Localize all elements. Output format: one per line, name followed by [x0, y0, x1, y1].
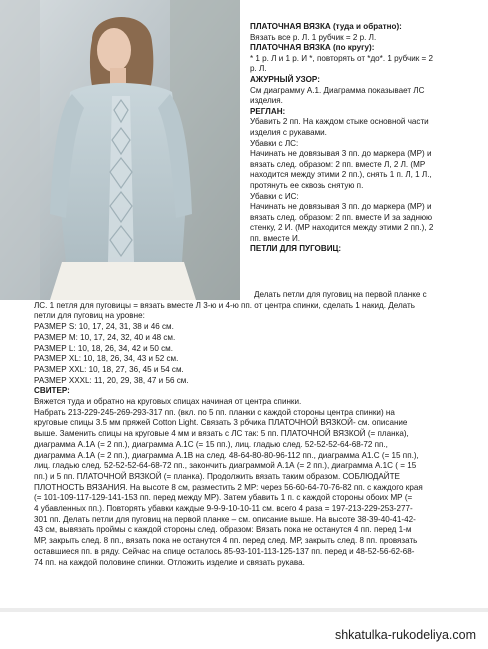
text-line: Делать петли для пуговиц на первой планке с: [254, 290, 427, 299]
heading-garter-flat: ПЛАТОЧНАЯ ВЯЗКА (туда и обратно):: [250, 22, 402, 31]
sweater-illustration: [0, 0, 240, 300]
text-line: Набрать 213-229-245-269-293-317 пп. (вкл. по 5 пп. планки с каждой стороны центра спинки) на: [34, 407, 395, 417]
site-watermark: shkatulka-rukodeliya.com: [334, 628, 476, 642]
text-line: Начинать не довязывая 3 пп. до маркера (МР) и: [250, 202, 432, 212]
heading-sweater: СВИТЕР:: [34, 386, 70, 396]
text-line: См диаграмму А.1. Диаграмма показывает ЛС: [250, 85, 425, 95]
sweater-photo: [0, 0, 240, 300]
text-line: изделия с рукавами.: [250, 127, 327, 137]
text-line: диаграмма А.1А (= 2 пп.), диаграмма А.1С (= 15 пп.), лиц. гладью след. 52-52-52-64-68-72 пп.,: [34, 439, 388, 449]
text-line: вязать след. образом: 2 пп. вместе И за заднюю: [250, 212, 433, 222]
text-line: вязать след. образом: 2 пп. вместе Л, 2 Л. (МР: [250, 159, 426, 169]
text-line: ЛС. 1 петля для пуговицы = вязать вместе Л 3-ю и 4-ю пп. от центра спинки, сделать 1 накид. Делать: [34, 300, 415, 310]
text-line: стенку, 2 И. (МР находится между этими 2 пп.), 2: [250, 223, 434, 233]
text-line: Вязать все р. Л. 1 рубчик = 2 р. Л.: [250, 32, 377, 42]
text-line: р. Л.: [250, 64, 267, 74]
main-text-block: [34, 290, 476, 568]
text-line: 43 см, вывязать проймы с каждой стороны след. образом: Вязать пока не останутся 4 пп. перед 1-м: [34, 525, 412, 535]
text-line: Вяжется туда и обратно на круговых спицах начиная от центра спинки.: [34, 397, 302, 407]
text-line: * 1 р. Л и 1 р. И *, повторять от *до*. 1 рубчик = 2: [250, 53, 433, 63]
text-line: (= 101-109-117-129-141-153 пп. перед между МР). Затем убавить 1 п. с каждой стороны обоих МР (=: [34, 493, 413, 503]
footer: [0, 608, 488, 649]
heading-raglan: РЕГЛАН:: [250, 106, 286, 116]
text-line: изделия.: [250, 96, 283, 106]
text-line: выше. Заменить спицы на круговые 4 мм и вязать с ЛС так: 5 пп. ПЛАТОЧНОЙ ВЯЗКОЙ (= планка),: [34, 429, 409, 439]
intro-text-column: [250, 22, 480, 255]
size-line: РАЗМЕР L: 10, 18, 26, 34, 42 и 50 см.: [34, 343, 173, 353]
text-line: протянуть ее сквозь снятую п.: [250, 180, 364, 190]
heading-lace-pattern: АЖУРНЫЙ УЗОР:: [250, 74, 320, 84]
text-line: пп.) и 5 пп. ПЛАТОЧНОЙ ВЯЗКОЙ (= планка). Продолжить вязать таким образом. СОБЛЮДАЙТЕ: [34, 471, 400, 481]
text-line: Убавки с ИС:: [250, 191, 299, 201]
size-line: РАЗМЕР XXXL: 11, 20, 29, 38, 47 и 56 см.: [34, 375, 189, 385]
text-line: находится между этими 2 пп.), снять 1 п. Л, 1 Л.,: [250, 170, 432, 180]
text-line: пп. вместе И.: [250, 233, 301, 243]
text-line: петли для пуговиц на уровне:: [34, 311, 145, 321]
text-line: Убавить 2 пп. На каждом стыке основной части: [250, 117, 429, 127]
text-line: лиц. гладью след. 52-52-52-64-68-72 пп., закончить диаграммой А.1А (= 2 пп.), диаграмма А.1С ( = 15: [34, 461, 417, 471]
size-line: РАЗМЕР XXL: 10, 18, 27, 36, 45 и 54 см.: [34, 364, 184, 374]
text-line: 301 пп. Делать петли для пуговиц на первой планке – см. описание выше. На высоте 38-39-40-41-42-: [34, 514, 416, 524]
size-line: РАЗМЕР S: 10, 17, 24, 31, 38 и 46 см.: [34, 322, 174, 332]
heading-buttonholes: ПЕТЛИ ДЛЯ ПУГОВИЦ:: [250, 244, 342, 254]
text-line: 74 пп. на каждой половине спинки. Отложить изделие и связать рукава.: [34, 557, 305, 567]
text-line: Начинать не довязывая 3 пп. до маркера (МР) и: [250, 149, 432, 159]
text-line: оставшиеся пп. в ряду. Сейчас на спице осталось 85-93-101-113-125-137 пп. перед и 48-52-56-62-68-: [34, 546, 415, 556]
text-line: 4 убавленных пп.). Повторять убавки каждые 9-9-9-10-10-11 см. всего 4 раза = 197-213-229-253-277-: [34, 504, 413, 514]
footer-divider: [0, 608, 488, 612]
text-line: Убавки с ЛС:: [250, 138, 299, 148]
heading-garter-round: ПЛАТОЧНАЯ ВЯЗКА (по кругу):: [250, 43, 375, 53]
text-line: МР, закрыть след. 8 пп., вязать пока не останутся 4 пп. перед след. МР, закрыть след. 8 пп. провязать: [34, 536, 418, 546]
text-line: диаграмма А.1А (= 2 пп.), диаграмма А.1В на след. 48-64-80-80-96-112 пп., диаграмма А1.С (= 15 пп.),: [34, 450, 419, 460]
text-line: круговые спицы 3.5 мм пряжей Cotton Light. Связать 3 рбчика ПЛАТОЧНОЙ ВЯЗКОЙ- см. описание: [34, 418, 408, 428]
text-line: ПЛОТНОСТЬ ВЯЗАНИЯ. На высоте 8 см, разместить 2 МР: через 56-60-64-70-76-82 пп. с каждого края: [34, 482, 423, 492]
size-line: РАЗМЕР XL: 10, 18, 26, 34, 43 и 52 см.: [34, 354, 179, 364]
size-line: РАЗМЕР M: 10, 17, 24, 32, 40 и 48 см.: [34, 332, 176, 342]
